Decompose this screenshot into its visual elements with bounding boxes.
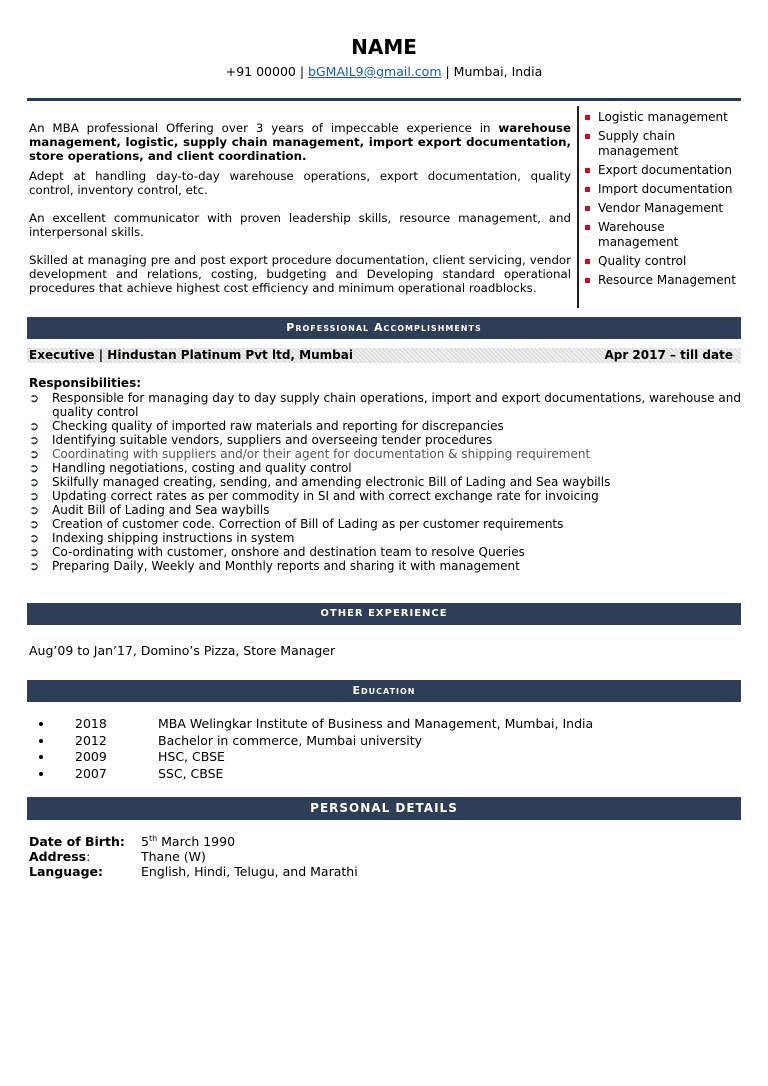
header-divider [27, 98, 741, 101]
job-dates: Apr 2017 – till date [604, 348, 733, 362]
arrow-bullet-icon: ➲ [29, 419, 40, 433]
skill-item: Resource Management [584, 273, 744, 288]
education-row [29, 716, 729, 733]
education-desc: Bachelor in commerce, Mumbai university [158, 732, 423, 748]
list-item: ➲ Co-ordinating with customer, onshore and destination team to resolve Queries [29, 545, 525, 559]
address-value: Thane (W) [141, 849, 206, 864]
list-item: ➲ Preparing Daily, Weekly and Monthly reports and sharing it with management [29, 559, 520, 573]
arrow-bullet-icon: ➲ [29, 433, 40, 447]
email-link[interactable]: bGMAIL9@gmail.com [308, 64, 442, 79]
summary-paragraph: An excellent communicator with proven leadership skills, resource management, and interpersonal skills. [29, 211, 571, 239]
bullet-dot-icon [39, 755, 43, 759]
arrow-bullet-icon: ➲ [29, 447, 40, 461]
location: Mumbai, India [453, 64, 543, 79]
education-year: 2007 [75, 765, 107, 781]
skills-list [584, 110, 744, 292]
section-header-other-experience: OTHER EXPERIENCE [27, 603, 741, 625]
skill-item: Warehouse management [584, 220, 744, 250]
phone-number: +91 00000 [225, 64, 296, 79]
section-header-education: Education [27, 680, 741, 702]
arrow-bullet-icon: ➲ [29, 489, 40, 503]
bullet-dot-icon [39, 772, 43, 776]
skill-item: Quality control [584, 254, 744, 269]
arrow-bullet-icon: ➲ [29, 503, 40, 517]
arrow-bullet-icon: ➲ [29, 545, 40, 559]
arrow-bullet-icon: ➲ [29, 475, 40, 489]
dob-row [29, 834, 429, 849]
skill-item: Supply chain management [584, 129, 744, 159]
list-item: ➲ Handling negotiations, costing and quality control [29, 461, 352, 475]
resume-name: NAME [351, 35, 417, 59]
address-label: Address: [29, 849, 91, 864]
dob-label: Date of Birth: [29, 834, 125, 849]
education-row [29, 733, 729, 750]
bullet-square-icon [585, 115, 590, 120]
bullet-dot-icon [39, 722, 43, 726]
education-desc: MBA Welingkar Institute of Business and Management, Mumbai, India [158, 716, 594, 731]
arrow-bullet-icon: ➲ [29, 531, 40, 545]
skill-item: Vendor Management [584, 201, 744, 216]
profile-summary [29, 121, 571, 309]
dob-value: 5th March 1990 [141, 834, 236, 850]
list-item: ➲ Indexing shipping instructions in system [29, 531, 295, 545]
education-year: 2012 [75, 732, 107, 748]
arrow-bullet-icon: ➲ [29, 517, 40, 531]
list-item: ➲ Updating correct rates as per commodity in SI and with correct exchange rate for invoicing [29, 489, 599, 503]
list-item: ➲ Audit Bill of Lading and Sea waybills [29, 503, 270, 517]
summary-paragraph: Adept at handling day-to-day warehouse operations, export documentation, quality control, inventory control, etc. [29, 169, 571, 197]
skill-item: Export documentation [584, 163, 744, 178]
arrow-bullet-icon: ➲ [29, 391, 40, 405]
language-row [29, 864, 429, 879]
education-desc: SSC, CBSE [158, 765, 224, 781]
list-item: ➲ Creation of customer code. Correction of Bill of Lading as per customer requirements [29, 517, 564, 531]
personal-details [29, 834, 429, 879]
education-desc: HSC, CBSE [158, 749, 225, 764]
summary-highlight: warehouse management, logistic, supply chain management, import export documentation, store operations, and client coordination. [29, 121, 571, 163]
education-year: 2009 [75, 749, 107, 764]
contact-line: +91 00000 | bGMAIL9@gmail.com | Mumbai, India [225, 64, 543, 79]
address-row [29, 849, 429, 864]
skill-item: Import documentation [584, 182, 744, 197]
other-experience-entry: Aug’09 to Jan’17, Domino’s Pizza, Store Manager [29, 643, 336, 658]
list-item: ➲ Responsible for managing day to day supply chain operations, import and export documentations, warehouse and quality control [29, 391, 741, 419]
education-year: 2018 [75, 716, 107, 731]
bullet-dot-icon [39, 739, 43, 743]
list-item: ➲ Skilfully managed creating, sending, and amending electronic Bill of Lading and Sea waybills [29, 475, 611, 489]
column-divider [577, 106, 579, 308]
language-value: English, Hindi, Telugu, and Marathi [141, 864, 358, 879]
arrow-bullet-icon: ➲ [29, 461, 40, 475]
summary-paragraph: An MBA professional Offering over 3 years of impeccable experience in warehouse management, logistic, supply chain management, import export documentation, store operations, and client coordination. [29, 121, 571, 163]
language-label: Language: [29, 864, 104, 879]
bullet-square-icon [585, 187, 590, 192]
bullet-square-icon [585, 206, 590, 211]
bullet-square-icon [585, 259, 590, 264]
section-header-personal-details: PERSONAL DETAILS [27, 797, 741, 820]
education-row [29, 749, 729, 766]
responsibilities-heading: Responsibilities: [29, 376, 142, 390]
bullet-square-icon [585, 225, 590, 230]
job-title: Executive | Hindustan Platinum Pvt ltd, Mumbai [29, 348, 353, 362]
education-list [29, 716, 729, 782]
section-header-accomplishments: Professional Accomplishments [27, 317, 741, 339]
list-item: ➲ Identifying suitable vendors, suppliers and overseeing tender procedures [29, 433, 493, 447]
summary-paragraph: Skilled at managing pre and post export procedure documentation, client servicing, vendor development and relations, costing, budgeting and Developing standard operational procedures that achieve highest cost efficiency and minimum operational roadblocks. [29, 253, 571, 295]
list-item: ➲ Coordinating with suppliers and/or their agent for documentation & shipping requirement [29, 447, 591, 461]
bullet-square-icon [585, 168, 590, 173]
education-row [29, 766, 729, 783]
bullet-square-icon [585, 278, 590, 283]
job-header [27, 348, 741, 363]
bullet-square-icon [585, 134, 590, 139]
list-item: ➲ Checking quality of imported raw materials and reporting for discrepancies [29, 419, 504, 433]
skill-item: Logistic management [584, 110, 744, 125]
responsibilities-list [29, 391, 741, 573]
arrow-bullet-icon: ➲ [29, 559, 40, 573]
